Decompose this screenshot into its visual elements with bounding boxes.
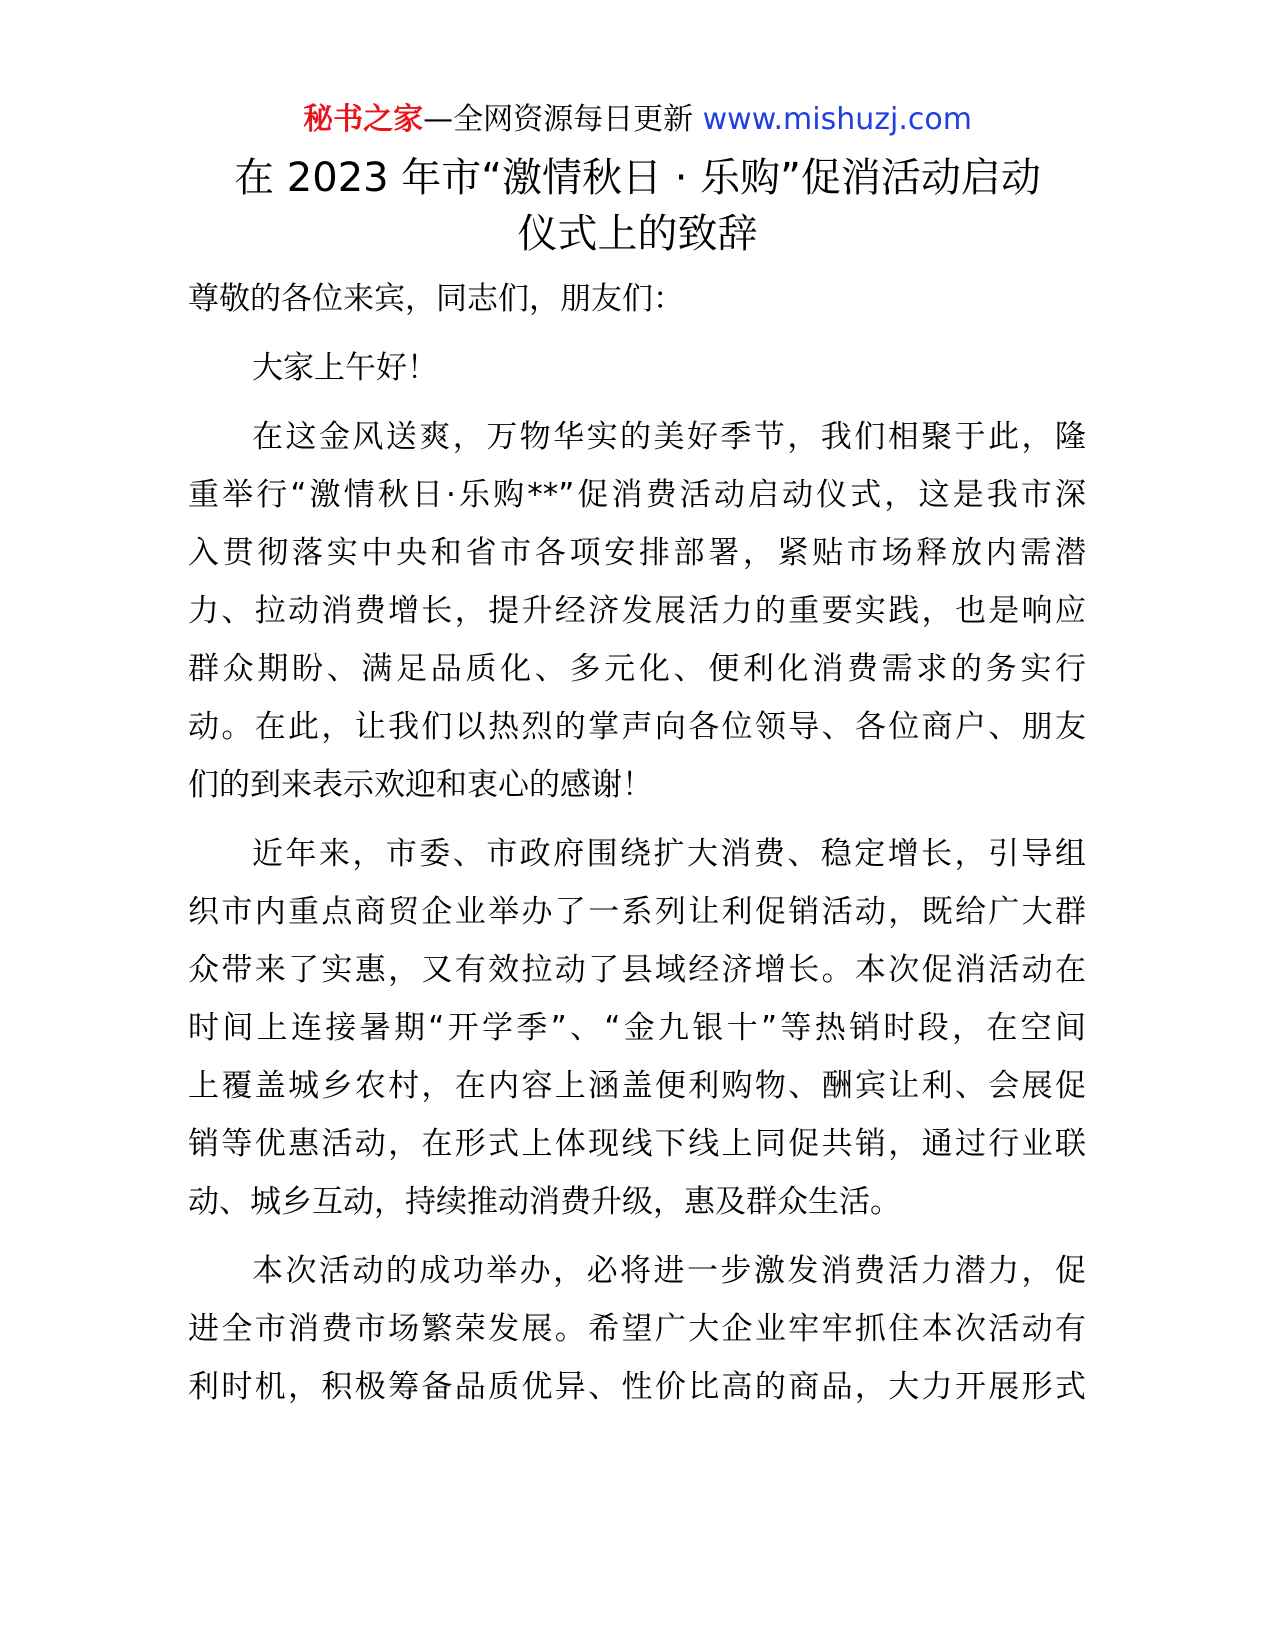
brand-name: 秘书之家 — [303, 102, 424, 137]
salutation: 尊敬的各位来宾，同志们，朋友们： — [188, 281, 684, 317]
paragraph-line: 上覆盖城乡农村，在内容上涵盖便利购物、酬宾让利、会展促 — [188, 1068, 1086, 1104]
paragraph-line: 时间上连接暑期“开学季”、“金九银十”等热销时段，在空间 — [188, 1010, 1086, 1046]
site-header — [0, 98, 1275, 142]
paragraph-line: 在这金风送爽，万物华实的美好季节，我们相聚于此，隆 — [252, 419, 1086, 455]
background-paragraph — [188, 825, 1086, 1231]
paragraph-line: 大家上午好！ — [252, 350, 438, 386]
paragraph-line: 力、拉动消费增长，提升经济发展活力的重要实践，也是响应 — [188, 593, 1086, 629]
document-body — [188, 270, 1086, 1427]
paragraph-line: 群众期盼、满足品质化、多元化、便利化消费需求的务实行 — [188, 651, 1086, 687]
paragraph-line: 动。在此，让我们以热烈的掌声向各位领导、各位商户、朋友 — [188, 709, 1086, 745]
paragraph-line: 本次活动的成功举办，必将进一步激发消费活力潜力，促 — [252, 1253, 1086, 1289]
paragraph-line: 织市内重点商贸企业举办了一系列让利促销活动，既给广大群 — [188, 894, 1086, 930]
paragraph-line: 入贯彻落实中央和省市各项安排部署，紧贴市场释放内需潜 — [188, 535, 1086, 571]
document-title — [150, 150, 1125, 262]
opening-paragraph — [188, 408, 1086, 814]
greeting-paragraph — [188, 339, 1086, 397]
header-tagline: —全网资源每日更新 — [423, 102, 694, 137]
salutation-paragraph — [188, 270, 1086, 328]
paragraph-line: 利时机，积极筹备品质优异、性价比高的商品，大力开展形式 — [188, 1369, 1086, 1405]
paragraph-line: 们的到来表示欢迎和衷心的感谢！ — [188, 767, 653, 803]
outlook-paragraph — [188, 1242, 1086, 1416]
paragraph-line: 动、城乡互动，持续推动消费升级，惠及群众生活。 — [188, 1184, 901, 1220]
title-line-1: 在 2023 年市“激情秋日 · 乐购”促消活动启动 — [234, 155, 1041, 201]
site-url-link[interactable]: www.mishuzj.com — [702, 102, 972, 137]
paragraph-line: 进全市消费市场繁荣发展。希望广大企业牢牢抓住本次活动有 — [188, 1311, 1086, 1347]
paragraph-line: 众带来了实惠，又有效拉动了县域经济增长。本次促消活动在 — [188, 952, 1086, 988]
paragraph-line: 销等优惠活动，在形式上体现线下线上同促共销，通过行业联 — [188, 1126, 1086, 1162]
paragraph-line: 近年来，市委、市政府围绕扩大消费、稳定增长，引导组 — [252, 836, 1086, 872]
title-line-2: 仪式上的致辞 — [517, 211, 758, 257]
paragraph-line: 重举行“激情秋日·乐购**”促消费活动启动仪式，这是我市深 — [188, 477, 1086, 513]
